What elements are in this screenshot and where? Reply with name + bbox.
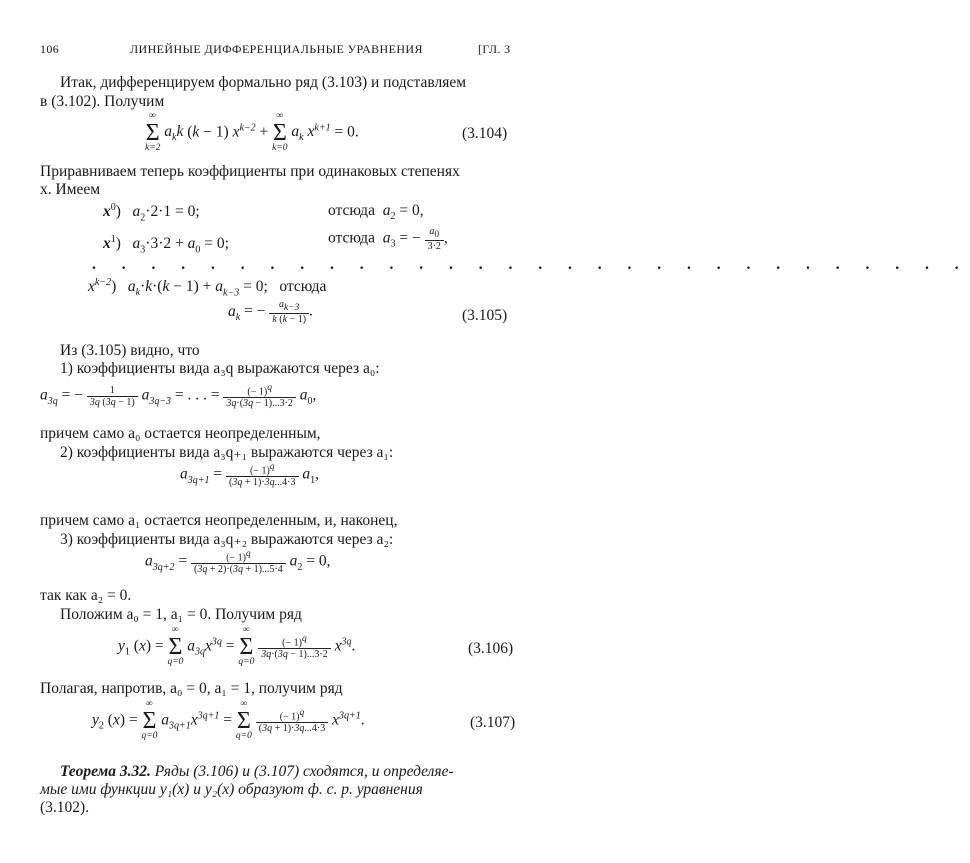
equation-number-3-106: (3.106) [468, 640, 514, 657]
coef-row-xk: $x^{k-2}$) $a_k\cdot k\cdot(k - 1) + a_{k-3} = 0$; отсюда [88, 277, 327, 299]
equation-number-3-104: (3.104) [462, 125, 508, 142]
paragraph-1-line-2: в (3.102). Получим [40, 93, 165, 110]
equation-3-105: $a_k$ = − $\frac{a_{k-3}}{k (k - 1)}$ . [228, 299, 313, 325]
paragraph-1-line-1: Итак, дифференцируем формально ряд (3.103) и подставляем [60, 74, 467, 91]
equation-3-104: ∞ Σ k=2 $a_kk$ (k − 1) $x^{k-2}$ + ∞ Σ k=0 $a_k$ $x^{k+1} = 0$. [145, 111, 359, 154]
paragraph-6-line-2: Положим a₀ = 1, a₁ = 0. Получим ряд [60, 606, 302, 623]
coef-row-x0: $x^0$) $a_2\cdot 2\cdot 1 = 0$; [103, 202, 200, 224]
paragraph-3-line-1: Из (3.105) видно, что [60, 342, 200, 359]
formula-a3q-plus-1: $a_{3q+1}$ = $\frac{(- 1)^q}{(3q + 1)\cdot 3q...4\cdot 3}$ $a_1$, [180, 462, 319, 489]
equation-3-107: $y_2$ (x) = ∞ Σ q=0 $a_{3q+1}x^{3q+1}$ = ∞ Σ q=0 $\frac{(- 1)^q}{(3q + 1)\cdot 3q...4\cdot 3}$ $x^{3q+1}$. [92, 699, 365, 742]
paragraph-4-line-1: причем само a₀ остается неопределенным, [40, 425, 321, 442]
dotted-separator: . . . . . . . . . . . . . . . . . . . . . . . . . . . . . . [92, 256, 970, 273]
theorem-line-3: (3.102). [40, 799, 90, 816]
paragraph-4-line-2: 2) коэффициенты вида a₃q₊₁ выражаются через a₁: [60, 444, 394, 461]
equation-number-3-107: (3.107) [470, 714, 516, 731]
coef-word: отсюда [328, 202, 375, 219]
paragraph-2-line-2: x. Имеем [40, 181, 101, 198]
coef-row-x1: $x^1$) $a_3\cdot 3\cdot 2 + a_0 = 0$; [103, 234, 229, 256]
coef-row-x1-result: отсюда $a_3$ = − $\frac{a_0}{3\cdot 2}$ , [328, 226, 448, 252]
equation-3-106: $y_1$ (x) = ∞ Σ q=0 $a_{3q}x^{3q}$ = ∞ Σ q=0 $\frac{(- 1)^q}{3q\cdot(3q - 1)...3\cdot 2}$ $x^{3q}$. [118, 625, 356, 668]
theorem-line-1 [60, 763, 454, 781]
formula-a3q-plus-2: $a_{3q+2}$ = $\frac{(- 1)^q}{(3q + 2)\cdot(3q + 1)...5\cdot 4}$ $a_2 = 0$, [145, 549, 331, 576]
paragraph-5-line-1: причем само a₁ остается неопределенным, и, наконец, [40, 512, 398, 529]
page-number: 106 [40, 42, 60, 56]
paragraph-3-line-2: 1) коэффициенты вида a₃q выражаются через a₀: [60, 360, 380, 377]
theorem-text-1: Ряды (3.106) и (3.107) сходятся, и определяе- [154, 763, 454, 780]
paragraph-5-line-2: 3) коэффициенты вида a₃q₊₂ выражаются через a₂: [60, 531, 394, 548]
running-title: ЛИНЕЙНЫЕ ДИФФЕРЕНЦИАЛЬНЫЕ УРАВНЕНИЯ [130, 42, 423, 56]
chapter-label: [ГЛ. 3 [478, 42, 511, 56]
formula-a3q: $a_{3q}$ = − $\frac{1}{3q (3q - 1)}$ $a_{3q-3}$ = . . . = $\frac{(- 1)^q}{3q\cdot(3q - 1)...3\cdot 2}$ $a_0$, [40, 383, 317, 410]
theorem-label: Теорема 3.32. [60, 763, 151, 780]
coef-row-x0-result: отсюда $a_2 = 0$, [328, 202, 424, 223]
paragraph-2-line-1: Приравниваем теперь коэффициенты при одинаковых степенях [40, 163, 460, 180]
equation-number-3-105: (3.105) [462, 307, 508, 324]
coef-word: отсюда [328, 229, 375, 247]
coef-word: отсюда [279, 278, 327, 296]
theorem-line-2: мые ими функции y₁(x) и y₂(x) образуют ф. с. р. уравнения [40, 781, 423, 798]
paragraph-7-line-1: Полагая, напротив, a₀ = 0, a₁ = 1, получим ряд [40, 680, 343, 697]
paragraph-6-line-1: так как a₂ = 0. [40, 587, 132, 604]
